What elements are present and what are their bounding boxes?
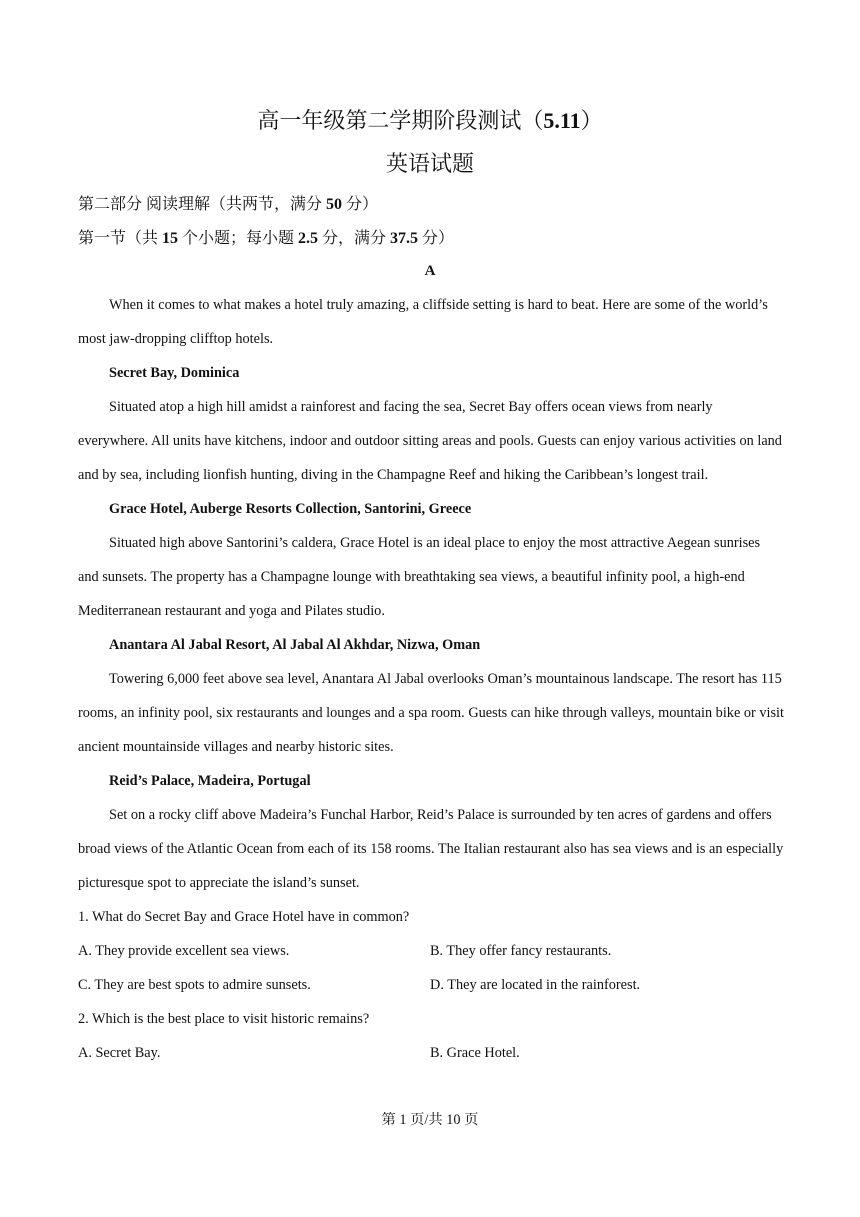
score-each: 2.5	[298, 230, 319, 247]
passage-letter: A	[424, 263, 436, 279]
section-heading-mid1: 个小题；每小题	[178, 230, 299, 247]
passage	[78, 288, 784, 1070]
hotel-name: Secret Bay, Dominica	[109, 365, 240, 381]
option-c: C. They are best spots to admire sunsets.	[78, 977, 311, 993]
title-suffix: ）	[580, 108, 603, 133]
option-b: B. Grace Hotel.	[430, 1045, 520, 1061]
question-stem: 1. What do Secret Bay and Grace Hotel have in common?	[78, 909, 410, 925]
part-heading-suffix: 分）	[342, 196, 379, 213]
question-stem: 2. Which is the best place to visit historic remains?	[78, 1011, 370, 1027]
question-count: 15	[162, 230, 179, 247]
option-d: D. They are located in the rainforest.	[430, 977, 641, 993]
page-title	[0, 106, 860, 136]
option-a: A. Secret Bay.	[78, 1045, 161, 1061]
passage-intro: When it comes to what makes a hotel truly amazing, a cliffside setting is hard to beat. Here are some of the world’s most jaw-dropping clifftop hotels.	[78, 297, 768, 347]
score-total: 37.5	[390, 230, 419, 247]
option-row	[78, 1036, 784, 1070]
section-heading	[78, 228, 454, 250]
hotel-name: Reid’s Palace, Madeira, Portugal	[109, 773, 311, 789]
section-heading-text: 第一节（共	[78, 230, 163, 247]
option-a: A. They provide excellent sea views.	[78, 943, 290, 959]
option-row	[78, 968, 784, 1002]
option-row	[78, 934, 784, 968]
option-b: B. They offer fancy restaurants.	[430, 943, 612, 959]
part-score: 50	[326, 196, 343, 213]
section-heading-suffix: 分）	[418, 230, 455, 247]
page-footer: 第 1 页/共 10 页	[381, 1112, 479, 1128]
title-text: 高一年级第二学期阶段测试（	[257, 108, 544, 133]
part-heading	[78, 194, 378, 216]
hotel-description: Situated high above Santorini’s caldera, Grace Hotel is an ideal place to enjoy the most attractive Aegean sunrises and sunsets. The property has a Champagne lounge with breathtaking sea views, a beautiful infinity pool, a high-end Mediterranean restaurant and yoga and Pilates studio.	[78, 535, 761, 619]
hotel-name: Grace Hotel, Auberge Resorts Collection, Santorini, Greece	[109, 501, 472, 517]
part-heading-text: 第二部分 阅读理解（共两节，满分	[78, 196, 327, 213]
hotel-description: Towering 6,000 feet above sea level, Anantara Al Jabal overlooks Oman’s mountainous landscape. The resort has 115 rooms, an infinity pool, six restaurants and lounges and a spa room. Guests can hike through valleys, mountain bike or visit ancient mountainside villages and nearby historic sites.	[78, 671, 784, 755]
section-heading-mid2: 分，满分	[318, 230, 391, 247]
title-date: 5.11	[543, 108, 581, 133]
hotel-description: Set on a rocky cliff above Madeira’s Funchal Harbor, Reid’s Palace is surrounded by ten acres of gardens and offers broad views of the Atlantic Ocean from each of its 158 rooms. The Italian restaurant also has sea views and is an especially picturesque spot to appreciate the island’s sunset.	[78, 807, 784, 891]
hotel-name: Anantara Al Jabal Resort, Al Jabal Al Akhdar, Nizwa, Oman	[109, 637, 481, 653]
hotel-description: Situated atop a high hill amidst a rainforest and facing the sea, Secret Bay offers ocean views from nearly everywhere. All units have kitchens, indoor and outdoor sitting areas and pools. Guests can enjoy various activities on land and by sea, including lionfish hunting, diving in the Champagne Reef and hiking the Caribbean’s longest trail.	[78, 399, 782, 483]
page-subtitle: 英语试题	[385, 151, 474, 176]
